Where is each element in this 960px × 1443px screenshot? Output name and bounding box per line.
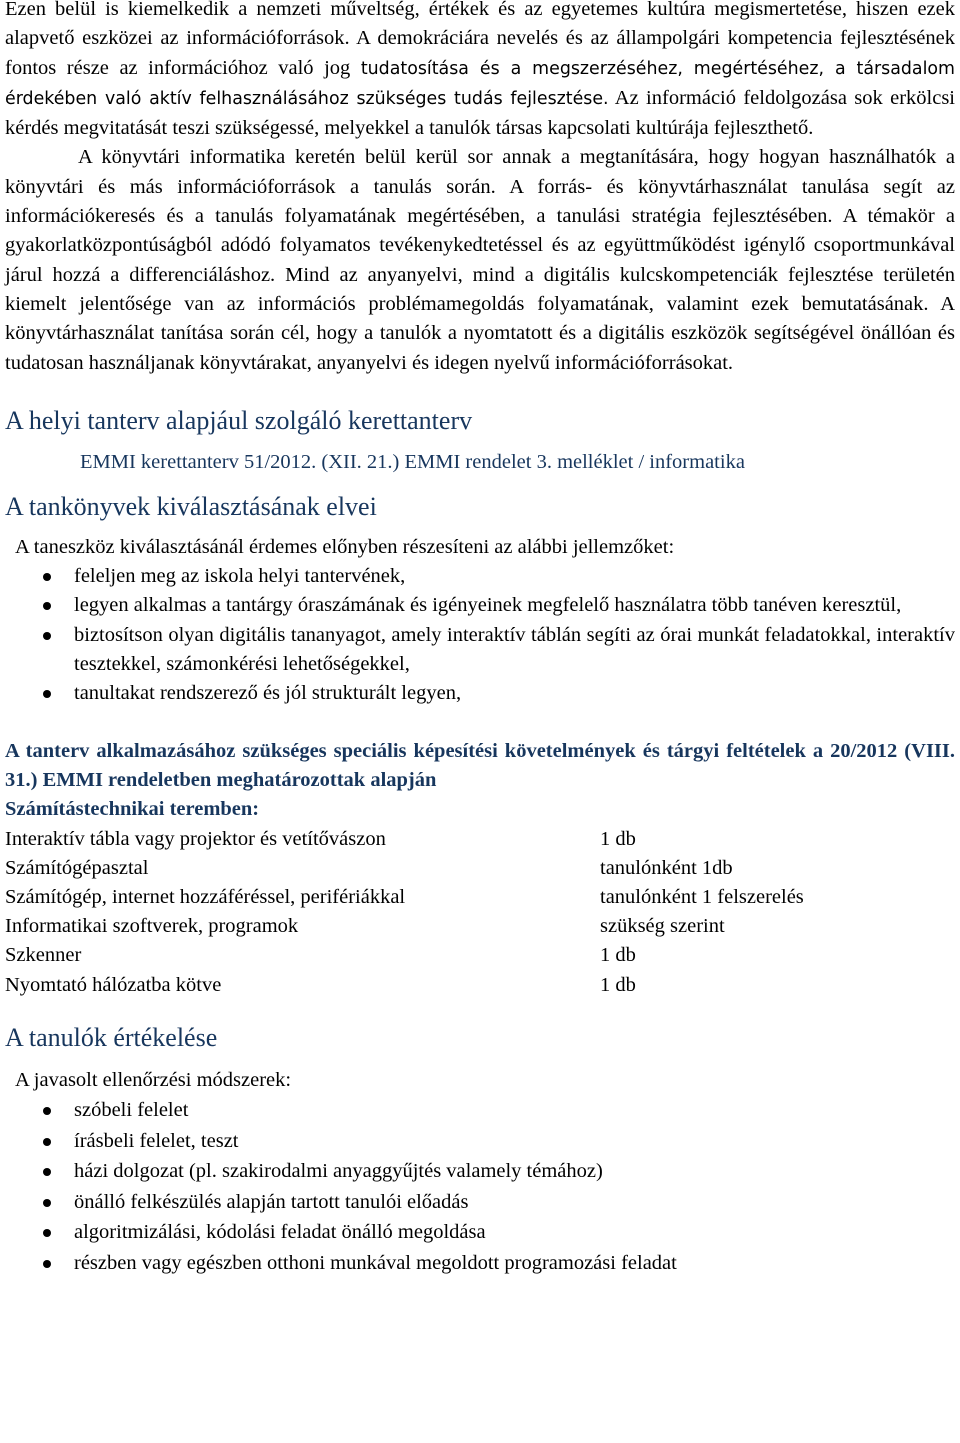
framework-reference: EMMI kerettanterv 51/2012. (XII. 21.) EMMI rendelet 3. melléklet / informatika	[80, 450, 745, 473]
table-row	[5, 883, 804, 912]
list-item	[5, 1095, 955, 1126]
assessment-intro: A javasolt ellenőrzési módszerek:	[15, 1068, 292, 1091]
equipment-qty: tanulónként 1db	[600, 856, 733, 879]
equipment-qty: 1 db	[600, 944, 636, 967]
list-item	[5, 591, 955, 620]
intro-paragraph-1-part-2: tudatosítása és a megszerzéséhez, megértéséhez, a társadalom érdekében való aktív felhasználásához szükséges tudás fejlesztése.	[5, 58, 955, 109]
bullet-icon	[43, 573, 51, 581]
textbooks-intro: A taneszköz kiválasztásánál érdemes előnyben részesíteni az alábbi jellemzőket:	[15, 535, 675, 558]
framework-heading: A helyi tanterv alapjául szolgáló kerettanterv	[5, 405, 473, 435]
intro-paragraph-1-part-1: Ezen belül is kiemelkedik a nemzeti műveltség, értékek és az egyetemes kultúra megismertetése, hiszen ezek alapvető eszközei az információforrások. A demokráciára nevelés és az állampolgári kompetencia fejlesztésének fontos része az információhoz való jog	[5, 0, 955, 79]
list-item-text: legyen alkalmas a tantárgy óraszámának és igényeinek megfelelő használatra több tanéven keresztül,	[74, 594, 902, 617]
bullet-icon	[43, 1107, 51, 1115]
list-item-text: feleljen meg az iskola helyi tantervének,	[74, 565, 406, 588]
textbooks-criteria-list	[5, 562, 955, 708]
list-item	[5, 562, 955, 591]
table-row	[5, 941, 804, 970]
list-item	[5, 1187, 955, 1218]
assessment-methods-list	[5, 1095, 955, 1279]
list-item	[5, 1126, 955, 1157]
bullet-icon	[43, 1199, 51, 1207]
bullet-icon	[43, 1260, 51, 1268]
bullet-icon	[43, 690, 51, 698]
list-item	[5, 1248, 955, 1279]
list-item-text: önálló felkészülés alapján tartott tanulói előadás	[74, 1190, 469, 1213]
document-page	[5, 0, 955, 1279]
equipment-item: Informatikai szoftverek, programok	[5, 915, 299, 938]
table-row	[5, 912, 804, 941]
list-item	[5, 1217, 955, 1248]
table-row	[5, 971, 804, 1000]
bullet-icon	[43, 1168, 51, 1176]
intro-paragraph-1-part-3: Az információ feldolgozása sok erkölcsi kérdés megvitatását teszi szükségessé, melyekkel a tanulók társas kapcsolati kultúrája fejleszthető.	[5, 86, 955, 140]
equipment-qty: tanulónként 1 felszerelés	[600, 885, 804, 908]
list-item	[5, 1156, 955, 1187]
table-row	[5, 854, 804, 883]
equipment-item: Számítógépasztal	[5, 856, 149, 879]
list-item-text: biztosítson olyan digitális tananyagot, amely interaktív táblán segíti az órai munkát feladatokkal, interaktív tesztekkel, számonkérési lehetőségekkel,	[74, 623, 955, 676]
equipment-qty: 1 db	[600, 973, 636, 996]
intro-paragraph-1	[5, 0, 955, 143]
equipment-item: Nyomtató hálózatba kötve	[5, 973, 222, 996]
assessment-heading: A tanulók értékelése	[5, 1022, 218, 1052]
list-item-text: tanultakat rendszerező és jól strukturált legyen,	[74, 682, 462, 705]
equipment-item: Számítógép, internet hozzáféréssel, perifériákkal	[5, 885, 406, 908]
equipment-item: Szkenner	[5, 944, 82, 967]
equipment-qty: 1 db	[600, 827, 636, 850]
room-label: Számítástechnikai teremben:	[5, 798, 260, 821]
list-item-text: írásbeli felelet, teszt	[74, 1129, 239, 1152]
bullet-icon	[43, 602, 51, 610]
intro-paragraph-2: A könyvtári informatika keretén belül kerül sor annak a megtanítására, hogy hogyan használhatók a könyvtári és más információforrások a tanulás során. A forrás- és könyvtárhasználat tanulása segít az információkeresés és a tanulás folyamatának megértésében, a tanulási stratégia fejlesztésében. A témakör a gyakorlatközpontúságból adódó folyamatos tevékenykedtetéssel és az együttműködést igénylő csoportmunkával járul hozzá a differenciáláshoz. Mind az anyanyelvi, mind a digitális kulcskompetenciák fejlesztése területén kiemelt jelentősége van az információs problémamegoldás folyamatának, valamint ezek bemutatásának. A könyvtárhasználat tanítása során cél, hogy a tanulók a nyomtatott és a digitális eszközök segítségével önállóan és tudatosan használjanak könyvtárakat, anyanyelvi és idegen nyelvű információforrásokat.	[5, 146, 955, 374]
bullet-icon	[43, 1229, 51, 1237]
list-item-text: szóbeli felelet	[74, 1099, 189, 1122]
list-item-text: részben vagy egészben otthoni munkával megoldott programozási feladat	[74, 1252, 677, 1275]
list-item	[5, 679, 955, 708]
equipment-qty: szükség szerint	[600, 915, 725, 938]
list-item-text: házi dolgozat (pl. szakirodalmi anyaggyűjtés valamely témához)	[74, 1160, 603, 1183]
bullet-icon	[43, 1138, 51, 1146]
bullet-icon	[43, 632, 51, 640]
textbooks-heading: A tankönyvek kiválasztásának elvei	[5, 491, 377, 521]
equipment-table	[5, 825, 804, 1000]
list-item-text: algoritmizálási, kódolási feladat önálló megoldása	[74, 1221, 486, 1244]
table-row	[5, 825, 804, 854]
requirements-heading: A tanterv alkalmazásához szükséges speciális képesítési követelmények és tárgyi feltételek a 20/2012 (VIII. 31.) EMMI rendeletben meghatározottak alapján	[5, 739, 955, 791]
list-item	[5, 621, 955, 680]
equipment-item: Interaktív tábla vagy projektor és vetítővászon	[5, 827, 386, 850]
